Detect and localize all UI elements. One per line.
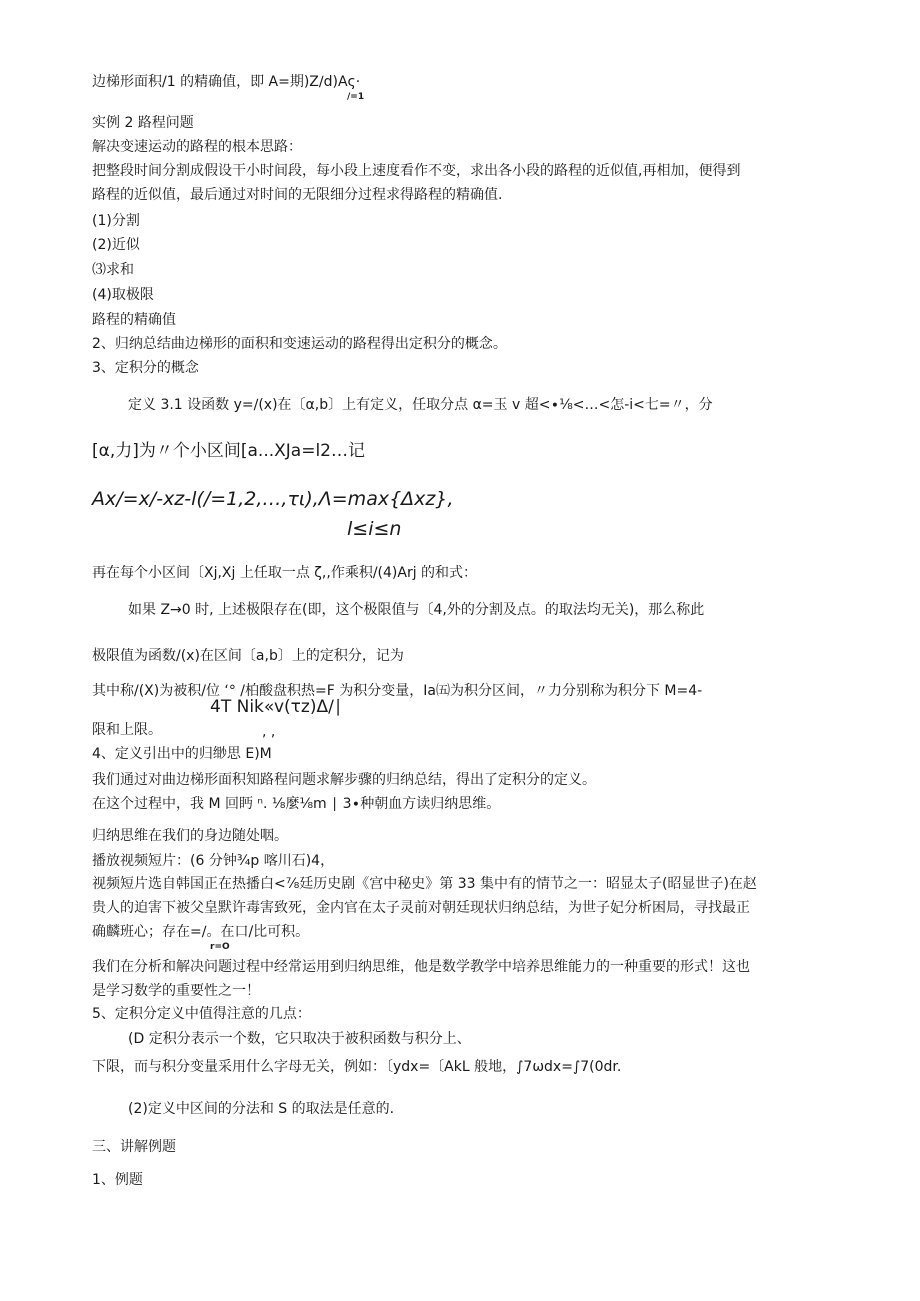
section-heading: 三、讲解例题	[92, 1139, 176, 1155]
formula-mark: , ,	[262, 724, 276, 740]
formula-line: 4T Nik«v(τz)Δ∕∣	[210, 697, 343, 717]
text-line: 解决变速运动的路程的根本思路：	[92, 139, 302, 155]
text-line: 我们通过对曲边梯形面积知路程问题求解步骤的归纳总结，得出了定积分的定义。	[92, 772, 596, 788]
text-line: 边梯形面积/1 的精确值，即 A=期)Z∕d)Aς·	[92, 74, 361, 90]
section-heading: 2、归纳总结曲边梯形的面积和变速运动的路程得出定积分的概念。	[92, 336, 507, 352]
text-line: 路程的精确值	[92, 312, 176, 328]
text-line: (2)定义中区间的分法和 S 的取法是任意的.	[128, 1101, 395, 1117]
section-heading: 3、定积分的概念	[92, 360, 199, 376]
text-line: 我们在分析和解决问题过程中经常运用到归纳思维，他是数学教学中培养思维能力的一种重要的形式！这也	[92, 959, 750, 975]
text-line: 路程的近似值，最后通过对时间的无限细分过程求得路程的精确值.	[92, 187, 503, 203]
text-line: 如果 Z→0 时, 上述极限存在(即，这个极限值与〔4,外的分割及点。的取法均无关)，那么称此	[128, 602, 705, 618]
text-line: 限和上限。	[92, 722, 162, 738]
step-item: ⑶求和	[92, 262, 134, 278]
example-heading: 实例 2 路程问题	[92, 115, 194, 131]
text-line: 再在每个小区间〔Xj,Xj 上任取一点 ζ,,作乘积/(4)Arj 的和式：	[92, 565, 478, 581]
step-item: (2)近似	[92, 237, 140, 253]
section-heading: 5、定积分定义中值得注意的几点：	[92, 1006, 311, 1022]
text-line: 极限值为函数/(x)在区间〔a,b〕上的定积分，记为	[92, 648, 404, 664]
text-line: 是学习数学的重要性之一！	[92, 983, 260, 999]
definition-line: [α,力]为〃个小区间[a...XJa=l2…记	[92, 441, 365, 461]
step-item: (4)取极限	[92, 287, 154, 303]
section-heading: 1、例题	[92, 1172, 143, 1188]
text-line: 其中称/(X)为被积/位 ‘° /柏酸盘积热=F 为积分变量，Ia㈤为积分区间，〃力分别称为积分下 M=4-	[92, 683, 703, 699]
text-line: 下限，而与积分变量采用什么字母无关，例如：〔ydx=〔AkL 般地，∫7ωdx=∫7(0dr.	[92, 1059, 622, 1075]
text-line: 视频短片选自韩国正在热播白<⅞廷历史剧《宫中秘史》第 33 集中有的情节之一：昭显太子(昭显世子)在赵	[92, 876, 757, 892]
text-line: 归纳思维在我们的身边随处咽。	[92, 828, 288, 844]
text-line: 把整段时间分割成假设干小时间段，每小段上速度看作不变，求出各小段的路程的近似值,再相加，便得到	[92, 163, 741, 179]
text-line: 播放视频短片：(6 分钟¾p 喀川石)4，	[92, 853, 335, 869]
text-line: 确麟班心；存在=∕。在口/比可积。	[92, 924, 310, 940]
formula-subscript: /=1	[347, 92, 365, 102]
text-line: (D 定积分表示一个数，它只取决于被积函数与积分上、	[128, 1031, 471, 1047]
definition-line: 定义 3.1 设函数 y=∕(x)在〔α,b〕上有定义，任取分点 α=玉 v 超<∙⅛<…<怎-i<七=〃，分	[128, 397, 713, 413]
section-heading: 4、定义引出中的归缈思 E)M	[92, 746, 272, 762]
formula-subscript: r=O	[210, 942, 230, 952]
text-line: 在这个过程中，我 M 回眄 ⁿ. ⅛麼⅛m ∣ 3∙种朝血方读归纳思维。	[92, 796, 501, 812]
step-item: (1)分割	[92, 213, 140, 229]
formula-line: Ax/=x/-xz-l(∕=1,2,…,τι),Λ=max{Δxz},	[92, 488, 454, 510]
text-line: 贵人的迫害下被父皇默许毒害致死，金内官在太子灵前对朝廷现状归纳总结，为世子妃分析困局，寻找最正	[92, 900, 750, 916]
formula-subscript: l≤i≤n	[347, 518, 402, 540]
